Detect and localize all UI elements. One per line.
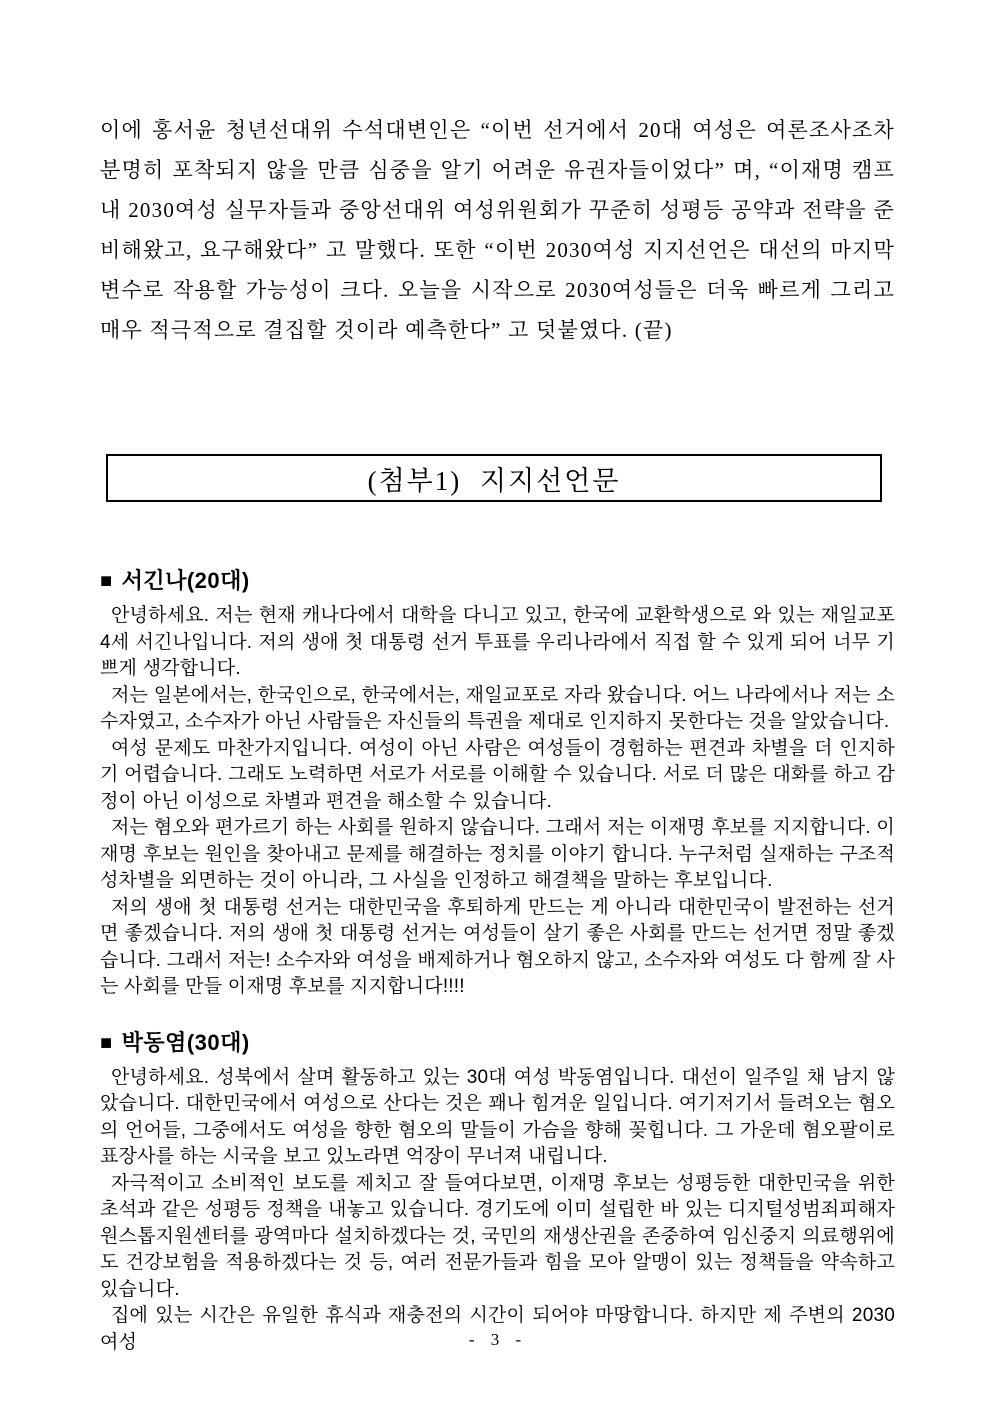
section-paragraph: 저는 혐오와 편가르기 하는 사회를 원하지 않습니다. 그래서 저는 이재명 후보를 지지합니다. 이재명 후보는 원인을 찾아내고 문제를 해결하는 정치를 이야기 합니다. 누구처럼 실재하는 구조적 성차별을 외면하는 것이 아니라, 그 사실을 인정하고 해결책을 말하는 후보입니다. [100,817,895,891]
section-heading-label: 서긴나(20대) [121,568,250,593]
page-number: - 3 - [468,1330,524,1349]
section-paragraph: 저는 일본에서는, 한국인으로, 한국에서는, 재일교포로 자라 왔습니다. 어느 나라에서나 저는 소수자였고, 소수자가 아닌 사람들은 자신들의 특권을 제대로 인지하지 못한다는 것을 알았습니다. [100,684,895,732]
section-heading-label: 박동염(30대) [121,1029,250,1055]
section-heading [100,566,895,597]
section-heading [100,1028,895,1059]
square-bullet-icon: ■ [100,570,113,592]
attachment-title-box [106,454,882,502]
section-parkdongyeom [100,1028,895,1357]
lead-paragraph: 이에 홍서윤 청년선대위 수석대변인은 “이번 선거에서 20대 여성은 여론조사조차 분명히 포착되지 않을 만큼 심중을 알기 어려운 유권자들이었다” 며, “이재명 캠프 내 2030여성 실무자들과 중앙선대위 여성위원회가 꾸준히 성평등 공약과 전략을 준비해왔고, 요구해왔다” 고 말했다. 또한 “이번 2030여성 지지선언은 대선의 마지막 변수로 작용할 가능성이 크다. 오늘을 시작으로 2030여성들은 더욱 빠르게 그리고 매우 적극적으로 결집할 것이라 예측한다” 고 덧붙였다. (끝) [100,118,895,342]
section-paragraph: 안녕하세요. 성북에서 살며 활동하고 있는 30대 여성 박동염입니다. 대선이 일주일 채 남지 않았습니다. 대한민국에서 여성으로 산다는 것은 꽤나 힘겨운 일입니다. 여기저기서 들려오는 혐오의 언어들, 그중에서도 여성을 향한 혐오의 말들이 가슴을 향해 꽂힙니다. 그 가운데 혐오팔이로 표장사를 하는 시국을 보고 있노라면 억장이 무너져 내립니다. [100,1066,895,1167]
section-paragraph: 집에 있는 시간은 유일한 휴식과 재충전의 시간이 되어야 마땅합니다. 하지만 제 주변의 2030 여성 [100,1305,895,1353]
section-paragraph: 자극적이고 소비적인 보도를 제치고 잘 들여다보면, 이재명 후보는 성평등한 대한민국을 위한 초석과 같은 성평등 정책을 내놓고 있습니다. 경기도에 이미 설립한 바 있는 디지털성범죄피해자 원스톱지원센터를 광역마다 설치하겠다는 것, 국민의 재생산권을 존중하여 임신중지 의료행위에도 건강보험을 적용하겠다는 것 등, 여러 전문가들과 힘을 모아 알맹이 있는 정책들을 약속하고 있습니다. [100,1172,895,1300]
section-paragraph: 여성 문제도 마찬가지입니다. 여성이 아닌 사람은 여성들이 경험하는 편견과 차별을 더 인지하기 어렵습니다. 그래도 노력하면 서로가 서로를 이해할 수 있습니다. 서로 더 많은 대화를 하고 감정이 아닌 이성으로 차별과 편견을 해소할 수 있습니다. [100,737,895,812]
section-seoginna [100,566,895,1001]
section-paragraph: 안녕하세요. 저는 현재 캐나다에서 대학을 다니고 있고, 한국에 교환학생으로 와 있는 재일교포 4세 서긴나입니다. 저의 생애 첫 대통령 선거 투표를 우리나라에서 직접 할 수 있게 되어 너무 기쁘게 생각합니다. [100,605,895,679]
section-paragraph: 저의 생애 첫 대통령 선거는 대한민국을 후퇴하게 만드는 게 아니라 대한민국이 발전하는 선거면 좋겠습니다. 저의 생애 첫 대통령 선거는 여성들이 살기 좋은 사회를 만드는 선거면 정말 좋겠습니다. 그래서 저는! 소수자와 여성을 배제하거나 혐오하지 않고, 소수자와 여성도 다 함께 잘 사는 사회를 만들 이재명 후보를 지지합니다!!!! [100,896,895,997]
attachment-title: (첨부1) 지지선언문 [367,465,621,496]
square-bullet-icon: ■ [100,1031,113,1054]
